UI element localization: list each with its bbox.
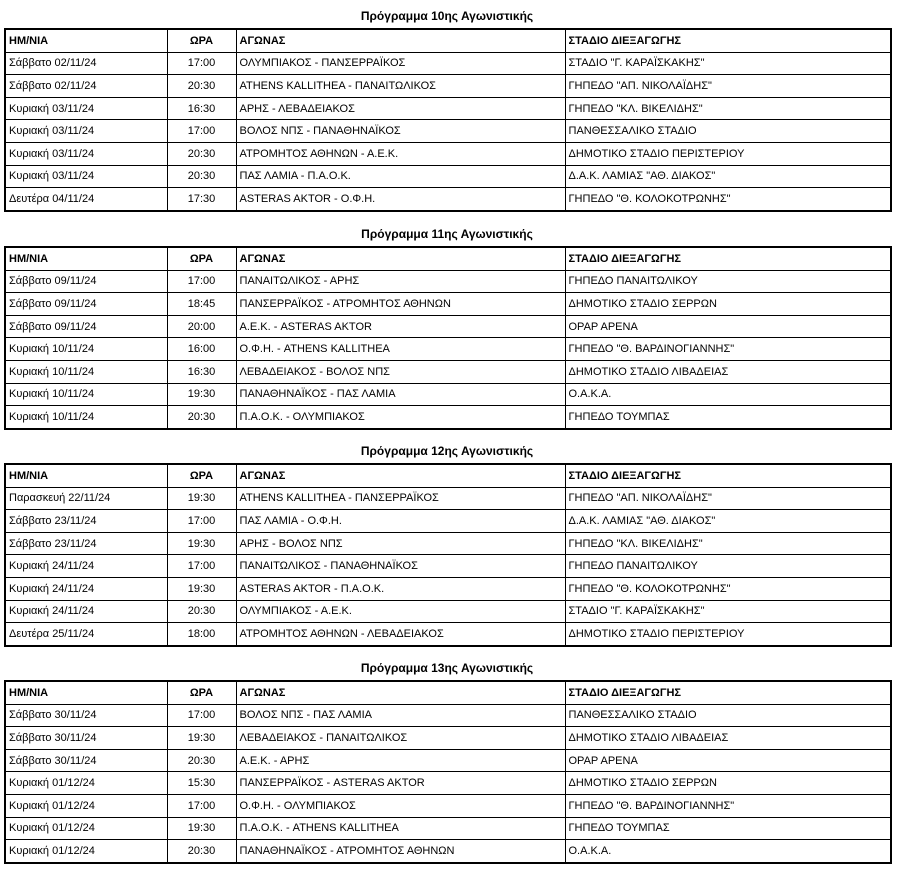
column-header-venue: ΣΤΑΔΙΟ ΔΙΕΞΑΓΩΓΗΣ: [565, 681, 891, 704]
table-row: [5, 165, 891, 188]
cell-venue: Ο.Α.Κ.Α.: [565, 383, 891, 406]
cell-match: ΑΡΗΣ - ΒΟΛΟΣ ΝΠΣ: [236, 532, 565, 555]
cell-date: Κυριακή 24/11/24: [5, 600, 167, 623]
cell-match: ASTERAS AKTOR - Ο.Φ.Η.: [236, 188, 565, 211]
header-row: [5, 247, 891, 270]
cell-date: Δευτέρα 25/11/24: [5, 623, 167, 646]
cell-time: 20:00: [167, 315, 236, 338]
cell-venue: ΓΗΠΕΔΟ ΤΟΥΜΠΑΣ: [565, 817, 891, 840]
table-row: [5, 510, 891, 533]
cell-date: Κυριακή 03/11/24: [5, 165, 167, 188]
cell-time: 19:30: [167, 487, 236, 510]
table-row: [5, 142, 891, 165]
schedule-title: Πρόγραμμα 11ης Αγωνιστικής: [361, 227, 533, 241]
cell-date: Σάββατο 23/11/24: [5, 532, 167, 555]
cell-match: Α.Ε.Κ. - ΑΡΗΣ: [236, 749, 565, 772]
table-row: [5, 270, 891, 293]
schedule-title: Πρόγραμμα 13ης Αγωνιστικής: [360, 661, 534, 675]
cell-match: ΠΑΝΣΕΡΡΑΪΚΟΣ - ASTERAS AKTOR: [236, 772, 565, 795]
cell-time: 16:00: [167, 338, 236, 361]
cell-venue: ΔΗΜΟΤΙΚΟ ΣΤΑΔΙΟ ΛΙΒΑΔΕΙΑΣ: [565, 360, 891, 383]
cell-time: 17:00: [167, 270, 236, 293]
schedule-table: [4, 28, 892, 212]
column-header-time: ΩΡΑ: [167, 464, 236, 487]
cell-date: Κυριακή 10/11/24: [5, 406, 167, 429]
cell-date: Κυριακή 03/11/24: [5, 97, 167, 120]
cell-venue: ΔΗΜΟΤΙΚΟ ΣΤΑΔΙΟ ΠΕΡΙΣΤΕΡΙΟΥ: [565, 142, 891, 165]
table-row: [5, 727, 891, 750]
cell-match: ASTERAS AKTOR - Π.Α.Ο.Κ.: [236, 577, 565, 600]
cell-date: Παρασκευή 22/11/24: [5, 487, 167, 510]
cell-date: Κυριακή 24/11/24: [5, 577, 167, 600]
table-row: [5, 406, 891, 429]
cell-match: ATHENS KALLITHEA - ΠΑΝΣΕΡΡΑΪΚΟΣ: [236, 487, 565, 510]
schedule-block: [4, 439, 890, 647]
column-header-date: ΗΜ/ΝΙΑ: [5, 29, 167, 52]
cell-match: Ο.Φ.Η. - ATHENS KALLITHEA: [236, 338, 565, 361]
cell-match: ΠΑΝΑΙΤΩΛΙΚΟΣ - ΠΑΝΑΘΗΝΑΪΚΟΣ: [236, 555, 565, 578]
header-row: [5, 29, 891, 52]
cell-date: Κυριακή 01/12/24: [5, 794, 167, 817]
table-row: [5, 840, 891, 863]
cell-time: 20:30: [167, 840, 236, 863]
cell-date: Κυριακή 01/12/24: [5, 817, 167, 840]
cell-date: Κυριακή 10/11/24: [5, 360, 167, 383]
header-row: [5, 681, 891, 704]
cell-match: ΠΑΝΑΙΤΩΛΙΚΟΣ - ΑΡΗΣ: [236, 270, 565, 293]
cell-time: 17:00: [167, 555, 236, 578]
cell-venue: ΓΗΠΕΔΟ "Θ. ΚΟΛΟΚΟΤΡΩΝΗΣ": [565, 577, 891, 600]
cell-match: ΑΤΡΟΜΗΤΟΣ ΑΘΗΝΩΝ - Α.Ε.Κ.: [236, 142, 565, 165]
cell-time: 17:00: [167, 794, 236, 817]
schedule-block: [4, 656, 890, 864]
column-header-time: ΩΡΑ: [167, 29, 236, 52]
cell-match: ΛΕΒΑΔΕΙΑΚΟΣ - ΠΑΝΑΙΤΩΛΙΚΟΣ: [236, 727, 565, 750]
cell-time: 17:00: [167, 120, 236, 143]
cell-match: Π.Α.Ο.Κ. - ΟΛΥΜΠΙΑΚΟΣ: [236, 406, 565, 429]
table-row: [5, 75, 891, 98]
cell-date: Σάββατο 02/11/24: [5, 75, 167, 98]
table-row: [5, 817, 891, 840]
table-row: [5, 338, 891, 361]
column-header-venue: ΣΤΑΔΙΟ ΔΙΕΞΑΓΩΓΗΣ: [565, 29, 891, 52]
cell-venue: ΟΡΑΡ ΑΡΕΝΑ: [565, 315, 891, 338]
header-row: [5, 464, 891, 487]
cell-date: Κυριακή 03/11/24: [5, 142, 167, 165]
schedule-table: [4, 246, 892, 430]
cell-venue: ΔΗΜΟΤΙΚΟ ΣΤΑΔΙΟ ΠΕΡΙΣΤΕΡΙΟΥ: [565, 623, 891, 646]
cell-time: 20:30: [167, 165, 236, 188]
cell-venue: ΓΗΠΕΔΟ "ΚΛ. ΒΙΚΕΛΙΔΗΣ": [565, 97, 891, 120]
cell-venue: Δ.Α.Κ. ΛΑΜΙΑΣ "ΑΘ. ΔΙΑΚΟΣ": [565, 165, 891, 188]
cell-time: 16:30: [167, 97, 236, 120]
cell-date: Σάββατο 02/11/24: [5, 52, 167, 75]
cell-time: 17:00: [167, 52, 236, 75]
cell-match: ΑΤΡΟΜΗΤΟΣ ΑΘΗΝΩΝ - ΛΕΒΑΔΕΙΑΚΟΣ: [236, 623, 565, 646]
cell-venue: ΓΗΠΕΔΟ "ΚΛ. ΒΙΚΕΛΙΔΗΣ": [565, 532, 891, 555]
table-row: [5, 383, 891, 406]
cell-date: Κυριακή 10/11/24: [5, 383, 167, 406]
table-row: [5, 749, 891, 772]
cell-venue: ΓΗΠΕΔΟ ΠΑΝΑΙΤΩΛΙΚΟΥ: [565, 555, 891, 578]
column-header-date: ΗΜ/ΝΙΑ: [5, 247, 167, 270]
table-row: [5, 555, 891, 578]
cell-time: 17:00: [167, 704, 236, 727]
table-row: [5, 97, 891, 120]
cell-time: 15:30: [167, 772, 236, 795]
column-header-match: ΑΓΩΝΑΣ: [236, 681, 565, 704]
column-header-match: ΑΓΩΝΑΣ: [236, 464, 565, 487]
column-header-date: ΗΜ/ΝΙΑ: [5, 464, 167, 487]
cell-time: 17:30: [167, 188, 236, 211]
cell-venue: Δ.Α.Κ. ΛΑΜΙΑΣ "ΑΘ. ΔΙΑΚΟΣ": [565, 510, 891, 533]
cell-venue: ΓΗΠΕΔΟ ΤΟΥΜΠΑΣ: [565, 406, 891, 429]
cell-match: ΒΟΛΟΣ ΝΠΣ - ΠΑΣ ΛΑΜΙΑ: [236, 704, 565, 727]
cell-venue: ΣΤΑΔΙΟ "Γ. ΚΑΡΑΪΣΚΑΚΗΣ": [565, 52, 891, 75]
schedule-title: Πρόγραμμα 12ης Αγωνιστικής: [360, 444, 534, 458]
table-row: [5, 52, 891, 75]
table-row: [5, 600, 891, 623]
schedule-table: [4, 680, 892, 864]
table-row: [5, 120, 891, 143]
cell-date: Σάββατο 23/11/24: [5, 510, 167, 533]
cell-match: Ο.Φ.Η. - ΟΛΥΜΠΙΑΚΟΣ: [236, 794, 565, 817]
cell-match: ΒΟΛΟΣ ΝΠΣ - ΠΑΝΑΘΗΝΑΪΚΟΣ: [236, 120, 565, 143]
cell-match: Α.Ε.Κ. - ASTERAS AKTOR: [236, 315, 565, 338]
cell-venue: ΠΑΝΘΕΣΣΑΛΙΚΟ ΣΤΑΔΙΟ: [565, 120, 891, 143]
table-row: [5, 293, 891, 316]
cell-match: Π.Α.Ο.Κ. - ATHENS KALLITHEA: [236, 817, 565, 840]
cell-date: Σάββατο 09/11/24: [5, 270, 167, 293]
cell-match: ΟΛΥΜΠΙΑΚΟΣ - ΠΑΝΣΕΡΡΑΪΚΟΣ: [236, 52, 565, 75]
cell-venue: ΟΡΑΡ ΑΡΕΝΑ: [565, 749, 891, 772]
cell-time: 20:30: [167, 600, 236, 623]
column-header-match: ΑΓΩΝΑΣ: [236, 247, 565, 270]
cell-match: ATHENS KALLITHEA - ΠΑΝΑΙΤΩΛΙΚΟΣ: [236, 75, 565, 98]
table-row: [5, 704, 891, 727]
cell-venue: ΓΗΠΕΔΟ "Θ. ΚΟΛΟΚΟΤΡΩΝΗΣ": [565, 188, 891, 211]
cell-venue: ΓΗΠΕΔΟ "ΑΠ. ΝΙΚΟΛΑΪΔΗΣ": [565, 75, 891, 98]
table-row: [5, 794, 891, 817]
cell-venue: ΣΤΑΔΙΟ "Γ. ΚΑΡΑΪΣΚΑΚΗΣ": [565, 600, 891, 623]
cell-time: 20:30: [167, 406, 236, 429]
column-header-match: ΑΓΩΝΑΣ: [236, 29, 565, 52]
cell-venue: ΓΗΠΕΔΟ "ΑΠ. ΝΙΚΟΛΑΪΔΗΣ": [565, 487, 891, 510]
column-header-time: ΩΡΑ: [167, 681, 236, 704]
schedule-table: [4, 463, 892, 647]
cell-time: 20:30: [167, 749, 236, 772]
cell-date: Κυριακή 03/11/24: [5, 120, 167, 143]
cell-time: 19:30: [167, 817, 236, 840]
cell-venue: Ο.Α.Κ.Α.: [565, 840, 891, 863]
cell-venue: ΠΑΝΘΕΣΣΑΛΙΚΟ ΣΤΑΔΙΟ: [565, 704, 891, 727]
cell-time: 17:00: [167, 510, 236, 533]
cell-date: Σάββατο 30/11/24: [5, 727, 167, 750]
column-header-time: ΩΡΑ: [167, 247, 236, 270]
column-header-venue: ΣΤΑΔΙΟ ΔΙΕΞΑΓΩΓΗΣ: [565, 247, 891, 270]
cell-date: Δευτέρα 04/11/24: [5, 188, 167, 211]
schedule-title: Πρόγραμμα 10ης Αγωνιστικής: [360, 9, 534, 23]
table-row: [5, 360, 891, 383]
cell-time: 19:30: [167, 532, 236, 555]
schedule-block: [4, 222, 890, 430]
cell-match: ΟΛΥΜΠΙΑΚΟΣ - Α.Ε.Κ.: [236, 600, 565, 623]
cell-match: ΑΡΗΣ - ΛΕΒΑΔΕΙΑΚΟΣ: [236, 97, 565, 120]
cell-match: ΠΑΝΑΘΗΝΑΪΚΟΣ - ΠΑΣ ΛΑΜΙΑ: [236, 383, 565, 406]
cell-date: Σάββατο 30/11/24: [5, 704, 167, 727]
table-row: [5, 772, 891, 795]
cell-time: 16:30: [167, 360, 236, 383]
cell-time: 18:45: [167, 293, 236, 316]
column-header-venue: ΣΤΑΔΙΟ ΔΙΕΞΑΓΩΓΗΣ: [565, 464, 891, 487]
column-header-date: ΗΜ/ΝΙΑ: [5, 681, 167, 704]
cell-time: 20:30: [167, 142, 236, 165]
cell-date: Σάββατο 09/11/24: [5, 315, 167, 338]
cell-time: 19:30: [167, 727, 236, 750]
cell-date: Κυριακή 10/11/24: [5, 338, 167, 361]
cell-time: 19:30: [167, 577, 236, 600]
cell-venue: ΓΗΠΕΔΟ "Θ. ΒΑΡΔΙΝΟΓΙΑΝΝΗΣ": [565, 338, 891, 361]
cell-venue: ΔΗΜΟΤΙΚΟ ΣΤΑΔΙΟ ΛΙΒΑΔΕΙΑΣ: [565, 727, 891, 750]
cell-date: Κυριακή 24/11/24: [5, 555, 167, 578]
cell-match: ΠΑΣ ΛΑΜΙΑ - Π.Α.Ο.Κ.: [236, 165, 565, 188]
cell-venue: ΓΗΠΕΔΟ "Θ. ΒΑΡΔΙΝΟΓΙΑΝΝΗΣ": [565, 794, 891, 817]
cell-venue: ΓΗΠΕΔΟ ΠΑΝΑΙΤΩΛΙΚΟΥ: [565, 270, 891, 293]
cell-match: ΛΕΒΑΔΕΙΑΚΟΣ - ΒΟΛΟΣ ΝΠΣ: [236, 360, 565, 383]
cell-time: 18:00: [167, 623, 236, 646]
cell-venue: ΔΗΜΟΤΙΚΟ ΣΤΑΔΙΟ ΣΕΡΡΩΝ: [565, 772, 891, 795]
cell-date: Σάββατο 09/11/24: [5, 293, 167, 316]
table-row: [5, 623, 891, 646]
table-row: [5, 315, 891, 338]
cell-date: Κυριακή 01/12/24: [5, 840, 167, 863]
cell-time: 20:30: [167, 75, 236, 98]
cell-date: Κυριακή 01/12/24: [5, 772, 167, 795]
cell-time: 19:30: [167, 383, 236, 406]
table-row: [5, 577, 891, 600]
table-row: [5, 188, 891, 211]
table-row: [5, 487, 891, 510]
schedule-block: [4, 4, 890, 212]
cell-match: ΠΑΝΑΘΗΝΑΪΚΟΣ - ΑΤΡΟΜΗΤΟΣ ΑΘΗΝΩΝ: [236, 840, 565, 863]
cell-date: Σάββατο 30/11/24: [5, 749, 167, 772]
cell-match: ΠΑΝΣΕΡΡΑΪΚΟΣ - ΑΤΡΟΜΗΤΟΣ ΑΘΗΝΩΝ: [236, 293, 565, 316]
cell-match: ΠΑΣ ΛΑΜΙΑ - Ο.Φ.Η.: [236, 510, 565, 533]
cell-venue: ΔΗΜΟΤΙΚΟ ΣΤΑΔΙΟ ΣΕΡΡΩΝ: [565, 293, 891, 316]
table-row: [5, 532, 891, 555]
